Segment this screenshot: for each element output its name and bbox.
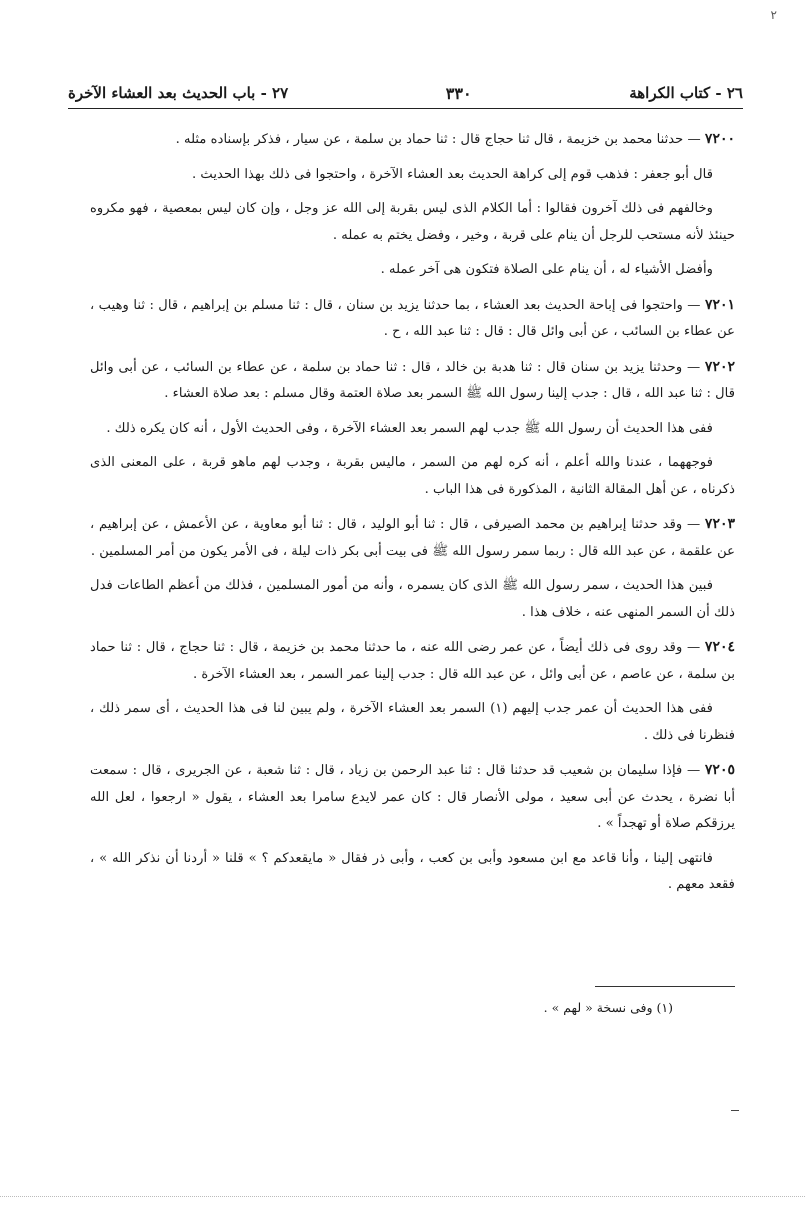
hadith-number: ٧٢٠٥ — [704, 762, 735, 778]
scan-edge — [0, 1196, 805, 1197]
paragraph — [90, 573, 735, 626]
body-text — [90, 126, 735, 907]
paragraph-text: ففى هذا الحديث أن رسول الله ﷺ جدب لهم السمر بعد العشاء الآخرة ، وفى الحديث الأول ، أنه كان يكره ذلك . — [106, 420, 713, 436]
paragraph-text: — وحدثنا يزيد بن سنان قال : ثنا هدبة بن خالد ، قال : ثنا حماد بن سلمة ، عن عطاء بن السائب ، عن أبى وائل قال : ثنا عبد الله ، قال : جدب إلينا رسول الله ﷺ السمر بعد صلاة العتمة وقال مسلم : بعد صلاة العشاء . — [90, 359, 735, 401]
paragraph-text: — واحتجوا فى إباحة الحديث بعد العشاء ، بما حدثنا يزيد بن سنان ، قال : ثنا مسلم بن إبراهيم ، قال : ثنا وهيب ، عن عطاء بن السائب ، عن أبى وائل قال : قال : ثنا عبد الله ، ح . — [90, 297, 735, 339]
paragraph-text: وأفضل الأشياء له ، أن ينام على الصلاة فتكون هى آخر عمله . — [380, 262, 713, 277]
paragraph-text: — وقد روى فى ذلك أيضاً ، عن عمر رضى الله عنه ، ما حدثنا محمد بن خزيمة ، قال : ثنا حجاج ، قال : ثنا حماد بن سلمة ، عن عاصم ، عن أبى وائل ، عن عبد الله قال : جدب إلينا عمر السمر ، بعد العشاء الآخرة . — [90, 640, 735, 682]
paragraph — [90, 257, 735, 284]
paragraph — [90, 126, 735, 154]
section-title: ٢٧ - باب الحديث بعد العشاء الآخرة — [68, 84, 289, 102]
paragraph — [90, 416, 735, 443]
footnote-separator — [595, 986, 735, 987]
paragraph-text: فوجههما ، عندنا والله أعلم ، أنه كره لهم من السمر ، ماليس بقربة ، وجدب لهم ماهو قربة ، على المعنى الذى ذكرناه ، عن أهل المقالة الثانية ، المذكورة فى هذا الباب . — [90, 455, 735, 497]
paragraph — [90, 162, 735, 189]
hadith-number: ٧٢٠١ — [704, 296, 736, 313]
paragraph — [90, 354, 735, 408]
paragraph-text: — حدثنا محمد بن خزيمة ، قال ثنا حجاج قال : ثنا حماد بن سلمة ، عن سيار ، فذكر بإسناده مثله . — [175, 132, 701, 147]
paragraph — [90, 196, 735, 249]
paragraph-text: ففى هذا الحديث أن عمر جدب إليهم (١) السمر بعد العشاء الآخرة ، ولم يبين لنا فى هذا الحديث ، أى سمر ذلك ، فنظرنا فى ذلك . — [90, 701, 735, 743]
page-header — [68, 78, 743, 109]
paragraph — [90, 846, 735, 899]
paragraph — [90, 696, 735, 749]
paragraph-text: — فإذا سليمان بن شعيب قد حدثنا قال : ثنا عبد الرحمن بن زياد ، قال : ثنا شعبة ، عن الجريرى ، قال : سمعت أبا نضرة ، يحدث عن أبى سعيد ، مولى الأنصار قال : كان عمر لايدع سامرا بعد العشاء ، يقول « ارجعوا ، لعل الله يرزقكم صلاة أو تهجداً » . — [90, 763, 735, 831]
paragraph — [90, 292, 735, 346]
footnote: (١) وفى نسخة « لهم » . — [543, 1000, 673, 1015]
hadith-number: ٧٢٠٢ — [704, 358, 735, 375]
paragraph-text: — وقد حدثنا إبراهيم بن محمد الصيرفى ، قال : ثنا أبو الوليد ، قال : ثنا أبو معاوية ، عن الأعمش ، عن إبراهيم ، عن علقمة ، عن عبد الله قال : ربما سمر رسول الله ﷺ فى بيت أبى بكر ذات ليلة ، فى الأمر يكون من أمر المسلمين . — [90, 517, 735, 559]
paragraph-text: فبين هذا الحديث ، سمر رسول الله ﷺ الذى كان يسمره ، وأنه من أمور المسلمين ، فذلك من أعظم الطاعات فدل ذلك أن السمر المنهى عنه ، خلاف هذا . — [90, 578, 735, 620]
paragraph — [90, 450, 735, 503]
paragraph-text: وخالفهم فى ذلك آخرون فقالوا : أما الكلام الذى ليس بقربة إلى الله عز وجل ، وإن كان ليس بمعصية ، فهو مكروه حينئذ لأنه مستحب للرجل أن ينام على قربة ، وخير ، وفضل يختم به عمله . — [90, 201, 735, 243]
page-number: ٣٣٠ — [445, 83, 472, 103]
paragraph-text: قال أبو جعفر : فذهب قوم إلى كراهة الحديث بعد العشاء الآخرة ، واحتجوا فى ذلك بهذا الحديث . — [192, 166, 713, 182]
paragraph-text: فانتهى إلينا ، وأنا قاعد مع ابن مسعود وأبى بن كعب ، وأبى ذر فقال « مايقعدكم ؟ » قلنا « أردنا أن نذكر الله » ، فقعد معهم . — [90, 850, 735, 892]
hadith-number: ٧٢٠٣ — [704, 516, 735, 532]
chapter-title: ٢٦ - كتاب الكراهة — [629, 84, 743, 102]
corner-mark: ۲ — [770, 8, 777, 22]
margin-dash — [731, 1110, 739, 1111]
hadith-number: ٧٢٠٠ — [704, 131, 735, 147]
paragraph — [90, 757, 735, 838]
paragraph — [90, 511, 735, 565]
paragraph — [90, 634, 735, 688]
hadith-number: ٧٢٠٤ — [704, 639, 735, 655]
